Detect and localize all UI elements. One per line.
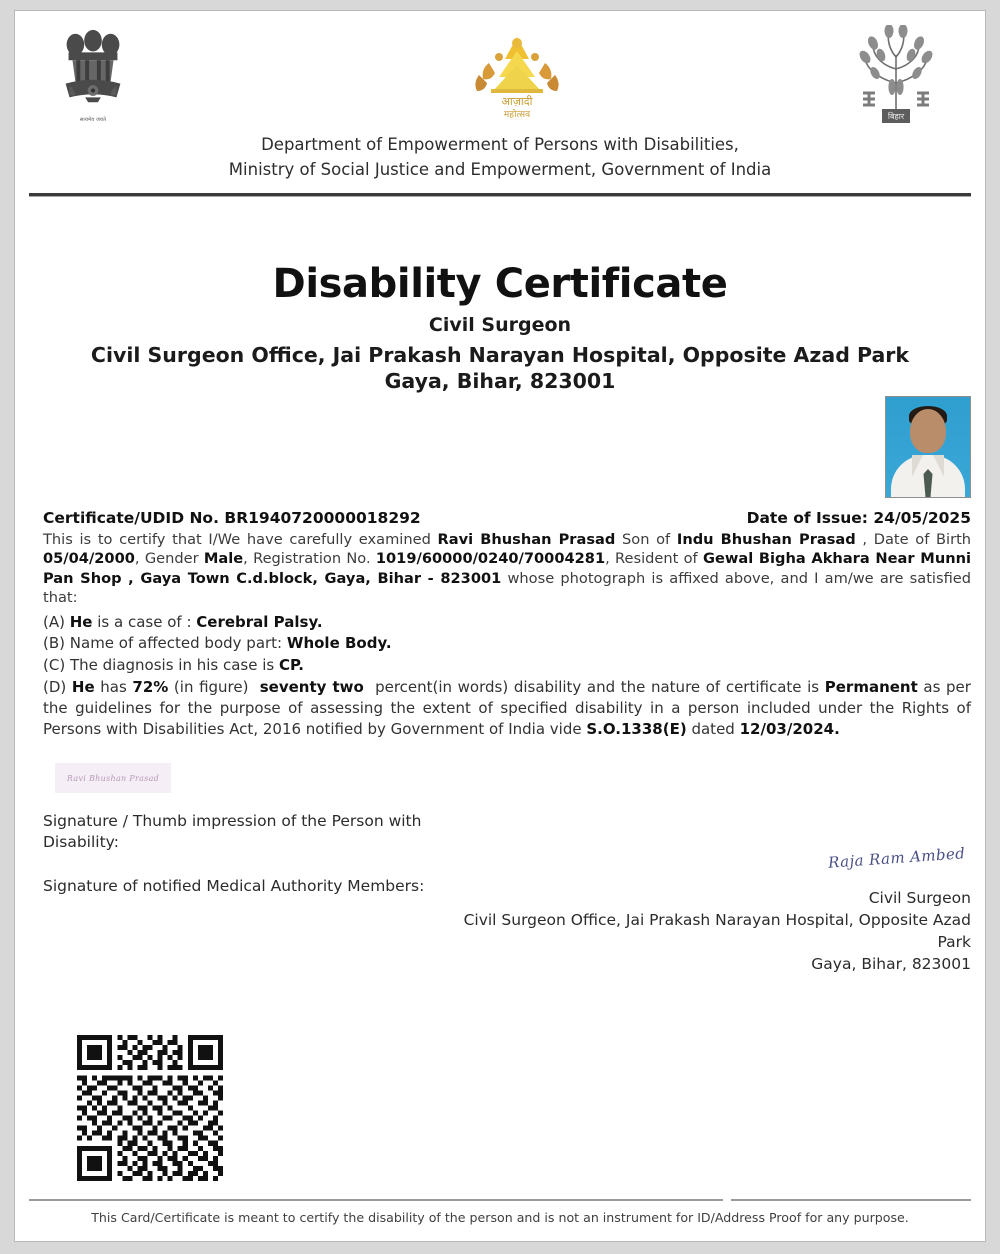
footer-divider	[29, 1199, 971, 1201]
qr-code	[77, 1035, 223, 1181]
authority-office-line-3: Gaya, Bihar, 823001	[811, 955, 971, 973]
dated-value: 12/03/2024.	[739, 720, 840, 739]
guidelines-text: as per the guidelines for the purpose of assessing the extent of specified disability in a person included under the Rights of Persons with Disabilities Act, 2016 notified by Government of India vide	[43, 678, 971, 739]
avatar	[885, 396, 971, 498]
finding-item-d	[43, 677, 971, 740]
person-signature-label-line-2: Disability:	[43, 833, 119, 852]
footer-disclaimer: This Card/Certificate is meant to certify the disability of the person and is not an instrument for ID/Address Proof for any purpose.	[91, 1210, 909, 1225]
address-value: Gewal Bigha Akhara Near Munni Pan Shop , Gaya Town C.d.block, Gaya, Bihar - 823001	[43, 550, 971, 587]
finding-d-has: has	[100, 678, 127, 697]
issue-date-value: 24/05/2025	[873, 509, 971, 527]
title-block	[29, 260, 971, 395]
certificate-page	[14, 10, 986, 1242]
finding-a-pronoun: He	[69, 612, 93, 631]
gender-label: , Gender	[134, 550, 199, 568]
disability-percent-figure: 72%	[132, 678, 169, 697]
ministry-line-2: Ministry of Social Justice and Empowerment, Government of India	[228, 159, 772, 179]
finding-c-value: CP.	[279, 655, 304, 674]
photo-collar-right	[933, 455, 944, 477]
finding-item-b	[43, 633, 971, 655]
statement-lead: This is to certify that I/We have carefully examined	[43, 531, 431, 548]
finding-d-prefix: (D)	[43, 678, 67, 697]
finding-a-prefix: (A)	[43, 612, 65, 631]
azadi-ka-amrit-mahotsav-logo-icon	[469, 29, 565, 125]
national-emblem-caption: सत्यमेव जयते	[79, 117, 107, 123]
examination-statement	[43, 530, 971, 608]
issuing-office-line-1: Civil Surgeon Office, Jai Prakash Narayan Hospital, Opposite Azad Park	[90, 342, 910, 367]
finding-c-text: The diagnosis in his case is	[69, 655, 275, 674]
ministry-line-1: Department of Empowerment of Persons with Disabilities,	[261, 135, 739, 154]
issue-date-field	[747, 509, 971, 527]
id-line	[43, 509, 971, 527]
dob-label: , Date of Birth	[862, 531, 972, 548]
header-divider	[29, 193, 971, 197]
in-words-label: percent(in words) disability and the nature of certificate is	[375, 678, 820, 697]
svg-text:बिहार: बिहार	[887, 112, 905, 121]
person-signature-stamp: Ravi Bhushan Prasad	[55, 763, 171, 793]
photo-head	[910, 409, 946, 453]
photo-collar-left	[912, 455, 923, 477]
authority-office-line-1: Civil Surgeon Office, Jai Prakash Narayan Hospital, Opposite Azad	[463, 911, 971, 929]
person-signature-label-line-1: Signature / Thumb impression of the Person with	[43, 812, 422, 830]
relation-label: Son of	[622, 531, 671, 548]
finding-d-pronoun: He	[71, 678, 95, 697]
certificate-nature: Permanent	[824, 678, 918, 697]
doctor-signature: Raja Ram Ambed	[827, 844, 966, 872]
findings-list	[43, 612, 971, 677]
finding-a-text: is a case of :	[97, 612, 192, 631]
finding-b-text: Name of affected body part:	[69, 634, 283, 653]
ministry-heading	[29, 133, 971, 191]
bihar-state-emblem-icon	[851, 25, 941, 129]
registration-label: , Registration No.	[243, 550, 371, 568]
registration-value: 1019/60000/0240/70004281	[375, 550, 606, 568]
svg-text:आज़ादी: आज़ादी	[501, 95, 533, 108]
udid-number: BR1940720000018292	[224, 509, 421, 527]
authority-office-line-2: Park	[937, 933, 971, 951]
udid-field	[43, 509, 421, 527]
person-name: Ravi Bhushan Prasad	[437, 531, 616, 548]
finding-item-a	[43, 612, 971, 634]
footer-divider-left	[29, 1199, 723, 1201]
issuing-authority-title: Civil Surgeon	[428, 313, 572, 336]
finding-a-value: Cerebral Palsy.	[196, 612, 323, 631]
authority-title: Civil Surgeon	[868, 889, 971, 907]
issue-date-label: Date of Issue:	[746, 509, 868, 527]
person-signature-label	[43, 811, 421, 853]
statement-tail: whose photograph is affixed above, and I am/we are satisfied that:	[43, 569, 972, 607]
page-title: Disability Certificate	[272, 260, 728, 307]
resident-label: , Resident of	[605, 550, 698, 568]
dated-label: dated	[691, 720, 735, 739]
finding-b-prefix: (B)	[43, 634, 65, 653]
footer-divider-right	[731, 1199, 971, 1201]
dob-value: 05/04/2000	[43, 550, 135, 568]
footer	[29, 1199, 971, 1225]
in-figure-label: (in figure)	[173, 678, 249, 697]
so-number: S.O.1338(E)	[586, 720, 687, 739]
finding-c-prefix: (C)	[43, 655, 66, 674]
authority-address-block	[411, 887, 971, 975]
issuing-office-line-2: Gaya, Bihar, 823001	[384, 369, 616, 394]
header-emblem-row	[29, 11, 971, 133]
disability-percent-words: seventy two	[259, 678, 364, 697]
finding-b-value: Whole Body.	[286, 634, 392, 653]
national-emblem-of-india-icon	[55, 25, 131, 129]
certificate-body	[43, 509, 971, 740]
udid-label: Certificate/UDID No.	[43, 509, 219, 527]
finding-item-c	[43, 655, 971, 677]
father-name: Indu Bhushan Prasad	[676, 531, 856, 548]
svg-text:महोत्सव: महोत्सव	[503, 110, 531, 120]
medical-authority-signature-label: Signature of notified Medical Authority Members:	[43, 877, 425, 895]
gender-value: Male	[203, 550, 244, 568]
